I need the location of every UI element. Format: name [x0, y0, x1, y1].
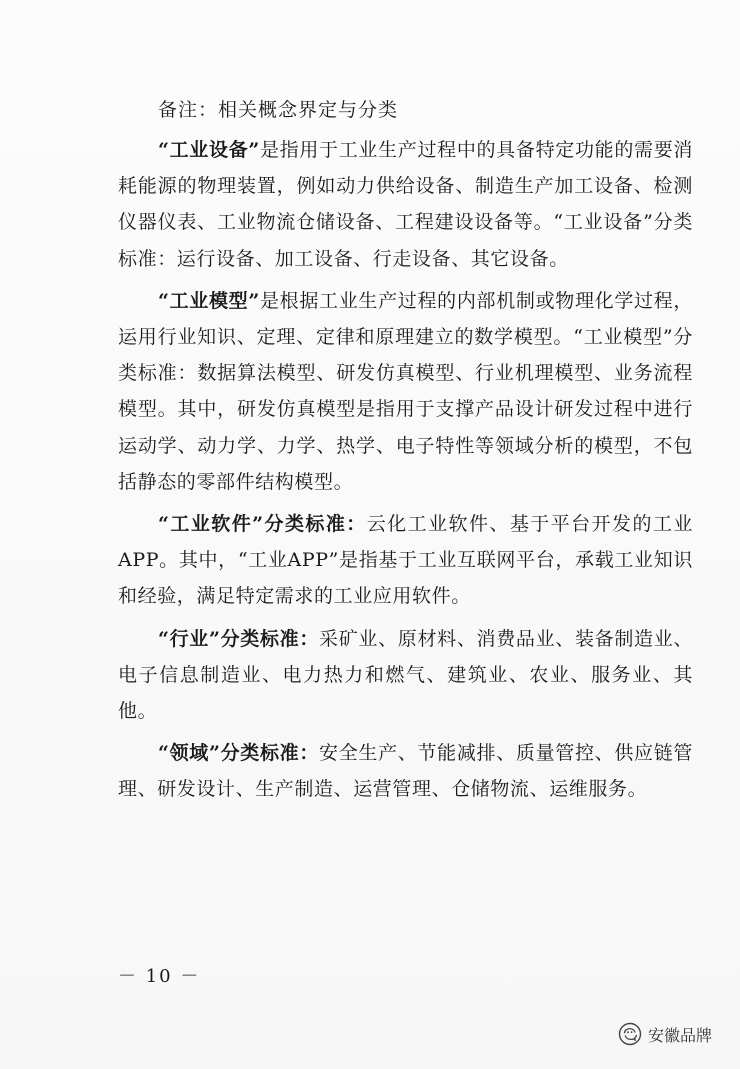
definition-industry: 采矿业、原材料、消费品业、装备制造业、电子信息制造业、电力热力和燃气、建筑业、农业、服务业、其他。	[118, 627, 694, 723]
definition-industrial-software: 云化工业软件、基于平台开发的工业APP。其中，“工业APP”是指基于工业互联网平台，承载工业知识和经验，满足特定需求的工业应用软件。	[118, 513, 693, 608]
definition-domain: 安全生产、节能减排、质量管控、供应链管理、研发设计、生产制造、运营管理、仓储物流、运维服务。	[118, 742, 694, 801]
note-title: 备注：相关概念界定与分类	[158, 99, 399, 121]
term-industrial-equipment: “工业设备”	[158, 139, 260, 161]
wechat-icon	[618, 1022, 642, 1046]
paragraph-industrial-software	[118, 506, 693, 615]
paragraph-industrial-model	[118, 283, 693, 500]
document-content	[118, 94, 693, 814]
term-industrial-software: “工业软件”分类标准：	[158, 513, 367, 536]
wechat-watermark	[618, 1022, 712, 1046]
term-industry: “行业”分类标准：	[158, 627, 320, 650]
term-industrial-model: “工业模型”	[158, 289, 260, 312]
paragraph-domain	[118, 735, 693, 807]
paragraph-industrial-equipment	[118, 132, 693, 277]
paragraph-industry	[118, 621, 693, 730]
definition-industrial-equipment: 是指用于工业生产过程中的具备特定功能的需要消耗能源的物理装置，例如动力供给设备、制造生产加工设备、检测仪器仪表、工业物流仓储设备、工程建设设备等。“工业设备”分类标准：运行设备、加工设备、行走设备、其它设备。	[118, 139, 693, 270]
definition-industrial-model: 是根据工业生产过程的内部机制或物理化学过程，运用行业知识、定理、定律和原理建立的数学模型。“工业模型”分类标准：数据算法模型、研发仿真模型、行业机理模型、业务流程模型。其中，研发仿真模型是指用于支撑产品设计研发过程中进行运动学、动力学、力学、热学、电子特性等领域分析的模型，不包括静态的零部件结构模型。	[118, 289, 693, 493]
term-domain: “领域”分类标准：	[158, 742, 320, 765]
page-number: － 10 －	[118, 966, 201, 987]
watermark-label: 安徽品牌	[647, 1025, 712, 1045]
